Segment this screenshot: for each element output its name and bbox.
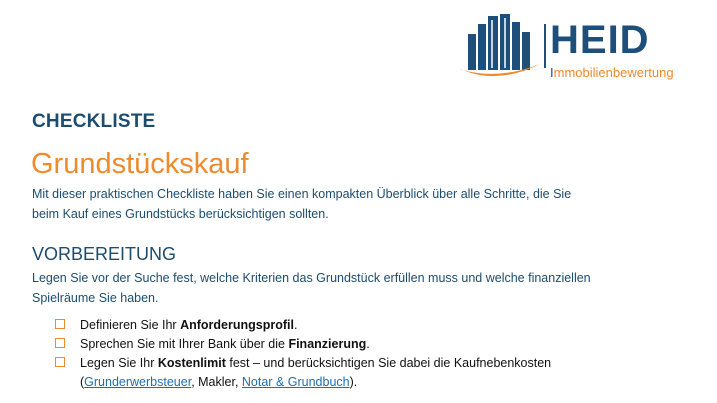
item-text: Legen Sie Ihr — [80, 356, 158, 370]
logo-subtitle-initial: I — [550, 65, 554, 80]
checklist-item — [54, 335, 674, 354]
item-text: Sprechen Sie mit Ihrer Bank über die — [80, 337, 289, 351]
heid-logo — [456, 10, 686, 82]
item-text-end: . — [293, 318, 298, 332]
notar-grundbuch-link[interactable]: Notar & Grundbuch — [241, 375, 350, 389]
document-title: Grundstückskauf — [31, 148, 249, 180]
item-text: Definieren Sie Ihr — [80, 318, 181, 332]
intro-paragraph — [32, 184, 652, 224]
grunderwerbsteuer-link[interactable]: Grunderwerbsteuer — [84, 375, 192, 389]
checkbox[interactable] — [55, 357, 65, 367]
logo-subtitle-rest: mmobilienbewertung — [553, 65, 674, 80]
checklist-item — [54, 354, 674, 392]
item-bold-text: Finanzierung — [288, 337, 367, 351]
intro-line-2: beim Kauf eines Grundstücks berücksichtigen sollten. — [32, 207, 329, 221]
checklist-item — [54, 316, 674, 335]
checklist — [54, 316, 674, 392]
item-text-end: fest – und berücksichtigen Sie dabei die Kaufnebenkosten — [225, 356, 552, 370]
logo-divider — [544, 24, 546, 68]
item-bold-text: Anforderungsprofil — [180, 318, 294, 332]
item-bold-text: Kostenlimit — [157, 356, 226, 370]
item-text-close: ). — [349, 375, 358, 389]
intro-line-1: Mit dieser praktischen Checkliste haben Sie einen kompakten Überblick über alle Schritte, die Sie — [32, 187, 572, 201]
checkbox[interactable] — [55, 338, 65, 348]
item-text-mid: , Makler, — [191, 375, 242, 389]
section-paragraph — [32, 268, 652, 308]
checkbox[interactable] — [55, 319, 65, 329]
section-heading: VORBEREITUNG — [32, 244, 177, 264]
section-line-2: Spielräume Sie haben. — [32, 291, 159, 305]
document-eyebrow: CHECKLISTE — [32, 111, 156, 132]
item-text-end: . — [366, 337, 370, 351]
section-line-1: Legen Sie vor der Suche fest, welche Kriterien das Grundstück erfüllen muss und welche finanziellen — [32, 271, 591, 285]
logo-subtitle — [550, 65, 674, 81]
city-buildings-icon — [456, 10, 542, 82]
logo-wordmark: HEID — [550, 18, 650, 62]
item-text-open: ( — [80, 375, 85, 389]
